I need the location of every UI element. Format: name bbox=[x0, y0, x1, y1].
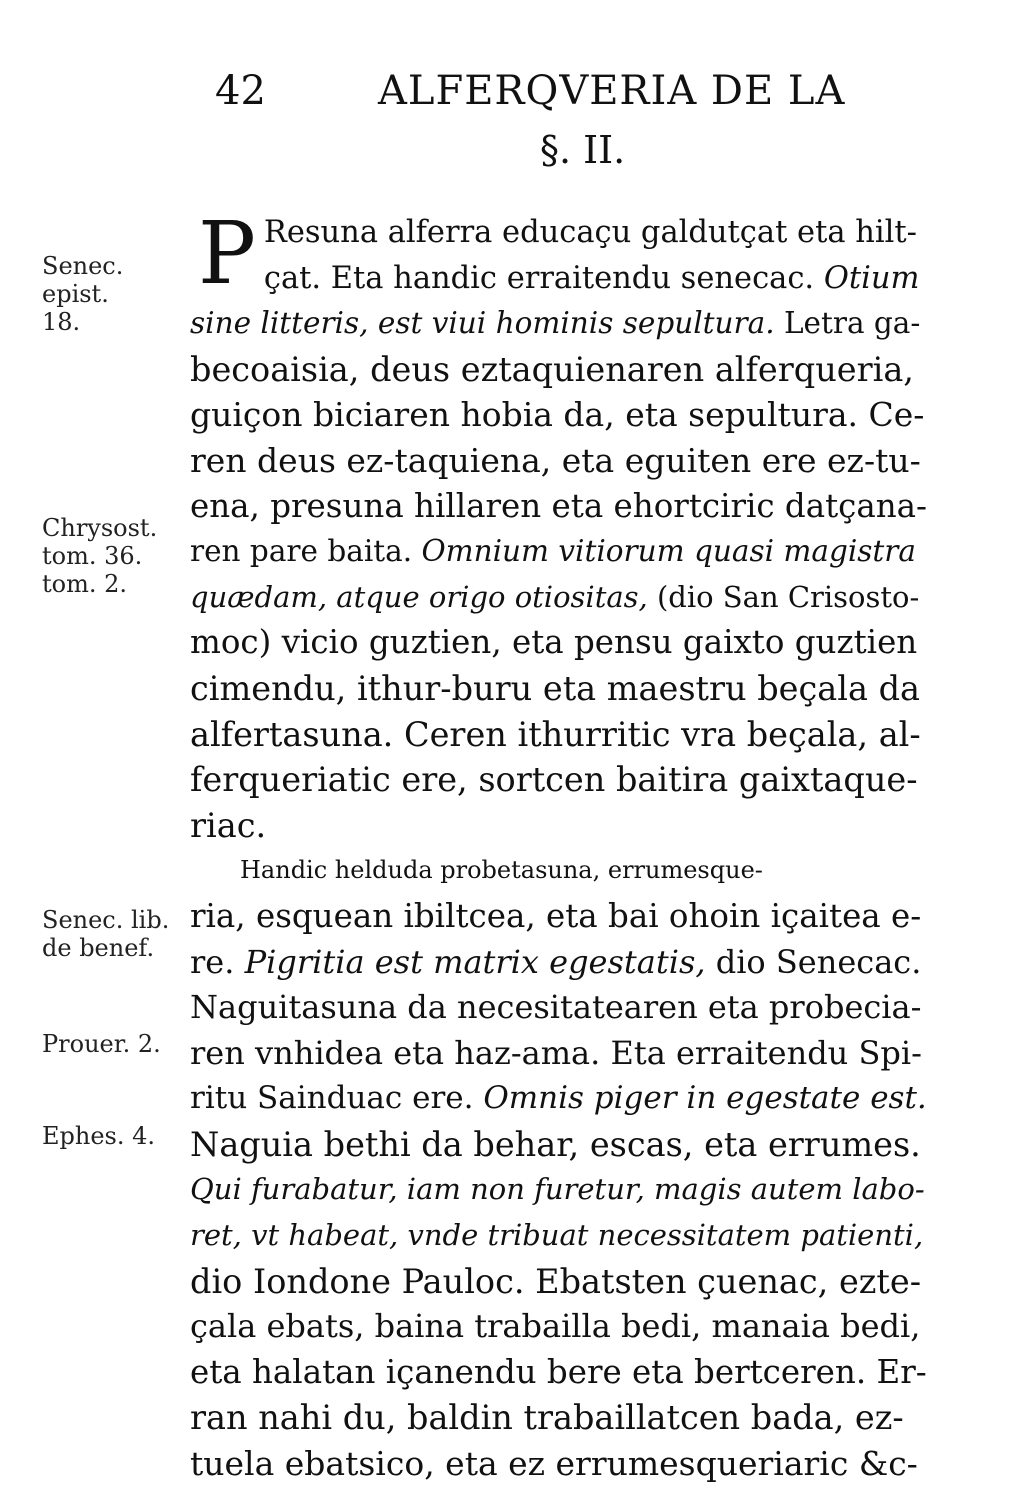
running-title: ALFERQVERIA DE LA bbox=[378, 68, 846, 114]
margin-note-line: de benef. bbox=[42, 934, 155, 962]
text-span: (dio San Crisosto- bbox=[647, 579, 920, 614]
margin-note-line: 18. bbox=[42, 308, 81, 336]
text-span: riac. bbox=[190, 805, 267, 845]
latin-quote: sine litteris, est viui hominis sepultura. bbox=[190, 306, 775, 341]
latin-quote: Pigritia est matrix egestatis, bbox=[244, 942, 706, 981]
drop-cap: P bbox=[198, 204, 256, 304]
text-span: cimendu, ithur-buru eta maestru beçala da bbox=[190, 668, 920, 708]
text-span: ena, presuna hillaren eta ehortciric datçana- bbox=[190, 486, 928, 525]
text-line bbox=[190, 1441, 925, 1487]
text-line bbox=[190, 1031, 925, 1077]
margin-note-line: Prouer. 2. bbox=[42, 1030, 161, 1058]
text-line bbox=[190, 392, 925, 438]
latin-quote: ret, vt habeat, vnde tribuat necessitatem patienti, bbox=[190, 1218, 924, 1253]
margin-note-line: Chrysost. bbox=[42, 514, 158, 542]
text-span: ria, esquean ibiltcea, eta bai ohoin içaitea e- bbox=[190, 896, 922, 935]
margin-note-line: Senec. lib. bbox=[42, 906, 170, 934]
text-line bbox=[190, 712, 925, 758]
text-line bbox=[190, 985, 925, 1031]
margin-note bbox=[42, 514, 192, 598]
text-span: ritu Sainduac ere. bbox=[190, 1080, 484, 1117]
text-line bbox=[190, 575, 925, 621]
text-line bbox=[190, 803, 925, 849]
text-line bbox=[190, 1076, 925, 1122]
margin-note-line: tom. 36. bbox=[42, 542, 143, 570]
text-line bbox=[190, 1122, 925, 1168]
text-line bbox=[190, 347, 925, 393]
text-span: çala ebats, baina trabailla bedi, manaia bedi, bbox=[190, 1307, 921, 1346]
text-line bbox=[190, 666, 925, 712]
text-line bbox=[190, 940, 925, 986]
margin-note bbox=[42, 906, 192, 962]
text-line bbox=[190, 620, 925, 666]
section-heading: §. II. bbox=[540, 128, 626, 172]
text-line bbox=[190, 256, 925, 302]
latin-quote: quædam, atque origo otiositas, bbox=[190, 579, 648, 614]
text-line bbox=[190, 210, 925, 256]
text-span: Naguitasuna da necesitatearen eta probecia- bbox=[190, 988, 922, 1027]
text-line bbox=[190, 757, 925, 803]
margin-note bbox=[42, 1030, 192, 1058]
text-line bbox=[190, 848, 925, 894]
text-line bbox=[190, 894, 925, 940]
body-text bbox=[190, 204, 928, 1487]
text-line bbox=[190, 1167, 925, 1213]
text-span: moc) vicio guztien, eta pensu gaixto guztien bbox=[190, 623, 918, 662]
text-line bbox=[190, 1350, 925, 1396]
text-span: Naguia bethi da behar, escas, eta errumes. bbox=[190, 1124, 921, 1164]
margin-note bbox=[42, 252, 192, 336]
text-span: Handic helduda probetasuna, errumesque- bbox=[240, 856, 763, 885]
text-span: ren deus ez-taquiena, eta eguiten ere ez-tu- bbox=[190, 440, 921, 480]
text-line bbox=[190, 438, 925, 484]
margin-note-line: tom. 2. bbox=[42, 570, 128, 598]
text-line bbox=[190, 484, 928, 530]
text-span: becoaisia, deus eztaquienaren alferqueria, bbox=[190, 349, 914, 389]
latin-quote: Omnium vitiorum quasi magistra bbox=[421, 534, 916, 569]
text-line bbox=[190, 301, 925, 347]
margin-note bbox=[42, 1122, 192, 1150]
text-span: dio Senecac. bbox=[705, 942, 922, 981]
text-span: ferqueriatic ere, sortcen baitira gaixtaque- bbox=[190, 760, 918, 800]
text-span: tuela ebatsico, eta ez errumesqueriaric &c- bbox=[190, 1444, 918, 1484]
latin-quote: Omnis piger in egestate est. bbox=[483, 1080, 927, 1117]
text-line bbox=[190, 1259, 925, 1305]
text-span: dio Iondone Pauloc. Ebatsten çuenac, ezte- bbox=[190, 1261, 922, 1301]
text-span: ren pare baita. bbox=[190, 534, 422, 569]
latin-quote: Otium bbox=[823, 260, 920, 296]
text-line bbox=[190, 1213, 925, 1259]
text-span: ran nahi du, baldin trabaillatcen bada, ez- bbox=[190, 1398, 904, 1438]
latin-quote: Qui furabatur, iam non furetur, magis autem labo- bbox=[190, 1172, 925, 1207]
text-line bbox=[190, 529, 925, 575]
text-span: ren vnhidea eta haz-ama. Eta erraitendu Spi- bbox=[190, 1033, 922, 1072]
page-header bbox=[0, 60, 1023, 120]
text-span: Resuna alferra educaçu galdutçat eta hilt- bbox=[263, 215, 917, 250]
text-span: Letra ga- bbox=[774, 306, 921, 341]
text-line bbox=[190, 1395, 925, 1441]
margin-note-line: Ephes. 4. bbox=[42, 1122, 156, 1150]
text-span: re. bbox=[190, 942, 245, 981]
text-span: alfertasuna. Ceren ithurritic vra beçala, al- bbox=[190, 714, 921, 754]
margin-note-line: Senec. epist. bbox=[42, 252, 124, 308]
page-number: 42 bbox=[215, 68, 266, 114]
text-span: guiçon biciaren hobia da, eta sepultura. Ce- bbox=[190, 395, 925, 435]
text-span: eta halatan içanendu bere eta bertceren. Er- bbox=[190, 1352, 927, 1391]
text-line bbox=[190, 1304, 925, 1350]
text-span: çat. Eta handic erraitendu senecac. bbox=[263, 260, 824, 296]
